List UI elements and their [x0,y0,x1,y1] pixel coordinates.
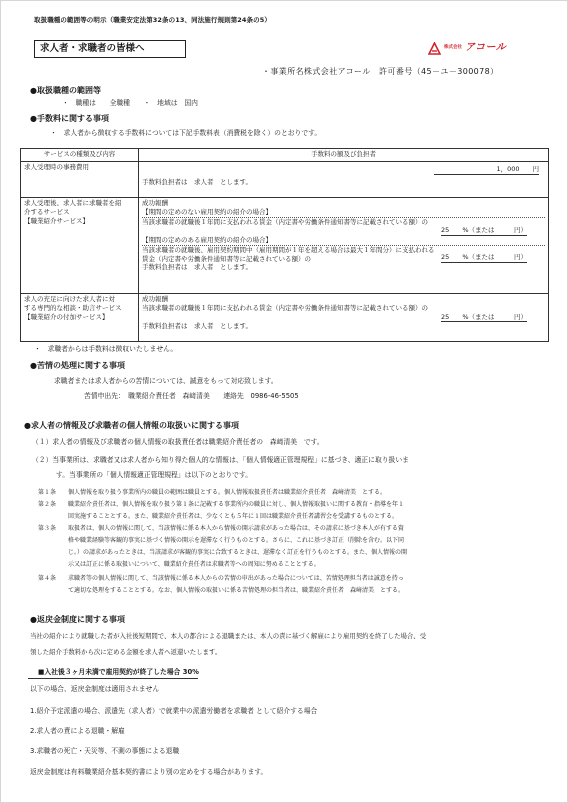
article-text: 取扱者は、個人の情報に関して、当該情報に係る本人から情報の開示請求があった場合は、その請求に基づき本人が有する資 [68,525,404,532]
article-text: 求職者等の個人情報に関して、当該情報に係る本人からの苦情の申出があった場合については、苦情処理担当者は誠意を持っ [68,575,404,582]
section-heading-scope: ●取扱職種の範囲等 [30,86,101,95]
article-text: 示又は訂正に係る取扱いについて、職業紹介責任者は求職者等への周知に努めることとする。 [68,561,320,568]
table-header-amount: 手数料の額及び負担者 [139,149,549,162]
fee-line: 当該求職者の就職後、雇用契約期間中（雇用期間が１年を超える場合は最大１年間分）に支払われる [142,245,435,254]
service-cell: 求人の充足に向けた求人者に対 [24,295,115,303]
logo-small-text: 株式会社 [444,44,462,50]
refund-paragraph: 当社の紹介により就職した者が入社後短期間で、本人の都合による退職または、本人の責に基づく解雇により雇用契約を終了した場合、受 [30,632,427,640]
service-cell: 【職業紹介サービス】 [24,216,89,225]
service-cell: 求人受理後、求人者に求職者を紹 [24,199,122,207]
acall-logo-icon [428,42,441,55]
privacy-item-2: （２）当事業所は、求職者又は求人者から知り得た個人的な情報は、「個人情報適正管理規程」に基づき、適正に取り扱いま [32,456,409,464]
payer-text: 手数料負担者は 求人者 とします。 [142,177,252,186]
article-1 [38,487,554,499]
fee-line: 成功報酬 [142,295,168,303]
section-heading-privacy: ●求人者の情報及び求職者の個人情報の取扱いに関する事項 [24,421,239,430]
payer-text: 手数料負担者は 求人者 とします。 [142,263,252,272]
header-note: 取扱職種の範囲等の明示（職業安定法第32条の13、同法施行規則第24条の5） [34,16,271,24]
article-number: 第３条 [38,525,57,532]
fees-intro: ・ 求人者から徴収する手数料については下記手数料表（消費税を除く）のとおりです。 [50,129,322,137]
fee-note: ・ 求職者からは手数料は徴収いたしません。 [34,345,178,353]
section-heading-complaints: ●苦情の処理に関する事項 [30,361,125,370]
privacy-item-2-cont: す。当事業所の「個人情報適正管理規程」は以下のとおりです。 [56,471,253,479]
service-cell: 介するサービス [24,207,70,216]
fee-line: 【期間の定めのある雇用契約の紹介の場合】 [142,236,545,246]
fee-line: 【期間の定めのない雇用契約の紹介の場合】 [142,208,545,218]
logo-name: アコール [465,42,507,54]
table-header-service: サービスの種類及び内容 [21,149,139,162]
table-row [21,162,549,198]
refund-final-note: 返戻金制度は有料職業紹介基本契約書により別の定めをする場合があります。 [30,768,268,776]
service-cell: 【職業紹介の付加サービス】 [24,312,109,321]
service-cell: 求人受理時の事務費用 [24,163,89,171]
table-row [21,294,549,342]
table-row [21,198,549,294]
refund-exception: 2.求人者の責による退職・解雇 [30,727,125,735]
article-text: じ。）の請求があったときは、当該請求が客観的事実に合致するときは、遅滞なく訂正を行うものとする。また、個人情報の開 [68,549,407,556]
refund-exception: 1.紹介予定派遣の場合、派遣先（求人者）で就業中の派遣労働者を求職者 として紹介する場合 [30,707,318,715]
article-number: 第２条 [38,501,57,508]
fee-line: 賃金（内定書や労働条件通知書等に記載されている額）の [142,254,311,263]
fee-line: 当該求職者の就職後１年間に支払われる賃金（内定書や労働条件通知書等に記載されている額）の [142,303,428,312]
article-2 [38,499,554,523]
fee-rate: 25 %（または 円） [441,312,527,321]
section-heading-refund: ●返戻金制度に関する事項 [30,615,125,624]
company-logo [428,40,538,56]
refund-paragraph-cont: 領した紹介手数料から次に定める金額を求人者へ返還いたします。 [30,648,222,656]
payer-text: 手数料負担者は 求人者 とします。 [142,322,252,331]
article-text: 職業紹介責任者は、個人情報を取り扱う第１条に記載する事業所内の職員に対し、個人情報取扱いに関する教育・指導を年１ [68,501,405,508]
fee-table [20,148,549,342]
fee-line: 成功報酬 [142,199,168,207]
article-number: 第４条 [38,575,57,582]
article-number: 第１条 [38,489,57,496]
scope-line: ・ 職種は 全職種 ・ 地域は 国内 [62,99,198,107]
fee-rate: 25 %（または 円） [441,226,527,235]
company-license-line: ・事業所名株式会社アコール 許可番号（45－ユ－300078） [262,67,499,76]
fee-amount: 1，000 円 [434,165,539,175]
service-cell: する専門的な相談・助言サービス [24,303,122,312]
section-heading-fees: ●手数料に関する事項 [30,114,109,123]
rule-divider [28,678,198,679]
article-text: て適切な処理をすることとする。なお、個人情報の取扱いに係る苦情処理の担当者は、職業紹介責任者 森﨑清美 とする。 [68,587,405,594]
article-text: 格や職業経験等客観的事実に基づく情報の開示を遅滞なく行うものとする。さらに、これに基づき訂正（削除を含む。以下同 [68,537,405,544]
table-header-row [21,149,549,162]
fee-line: 当該求職者の就職後１年間に支払われる賃金（内定書や労働条件通知書等に記載されている額）の [142,217,428,226]
fee-rate: 25 %（または 円） [441,253,527,262]
article-3 [38,523,554,571]
privacy-articles [38,487,554,597]
refund-exception: 3.求職者の死亡・天災等、不測の事態による退職 [30,747,180,755]
article-text: 回実施することとする。また、職業紹介責任者は、少なくとも５年に１回は職業紹介責任者講習会を受講するものとする。 [68,513,399,520]
refund-exceptions-heading: 以下の場合、返戻金制度は適用されません [30,685,160,693]
privacy-item-1: （１）求人者の情報及び求職者の個人情報の取扱責任者は職業紹介責任者の 森﨑清美 です。 [32,438,324,446]
article-text: 個人情報を取り扱う事業所内の職員の範囲は職員とする。個人情報取扱責任者は職業紹介責任者 森﨑清美 とする。 [68,489,387,496]
complaints-line: 求職者または求人者からの苦情については、誠意をもって対応致します。 [54,377,278,385]
page-title: 求人者・求職者の皆様へ [34,40,186,58]
complaints-contact: 苦情申出先： 職業紹介責任者 森﨑清美 連絡先 0986-46-5505 [84,392,299,400]
article-4 [38,573,554,597]
refund-rule: ■入社後３ヶ月未満で雇用契約が終了した場合 30% [38,668,199,676]
